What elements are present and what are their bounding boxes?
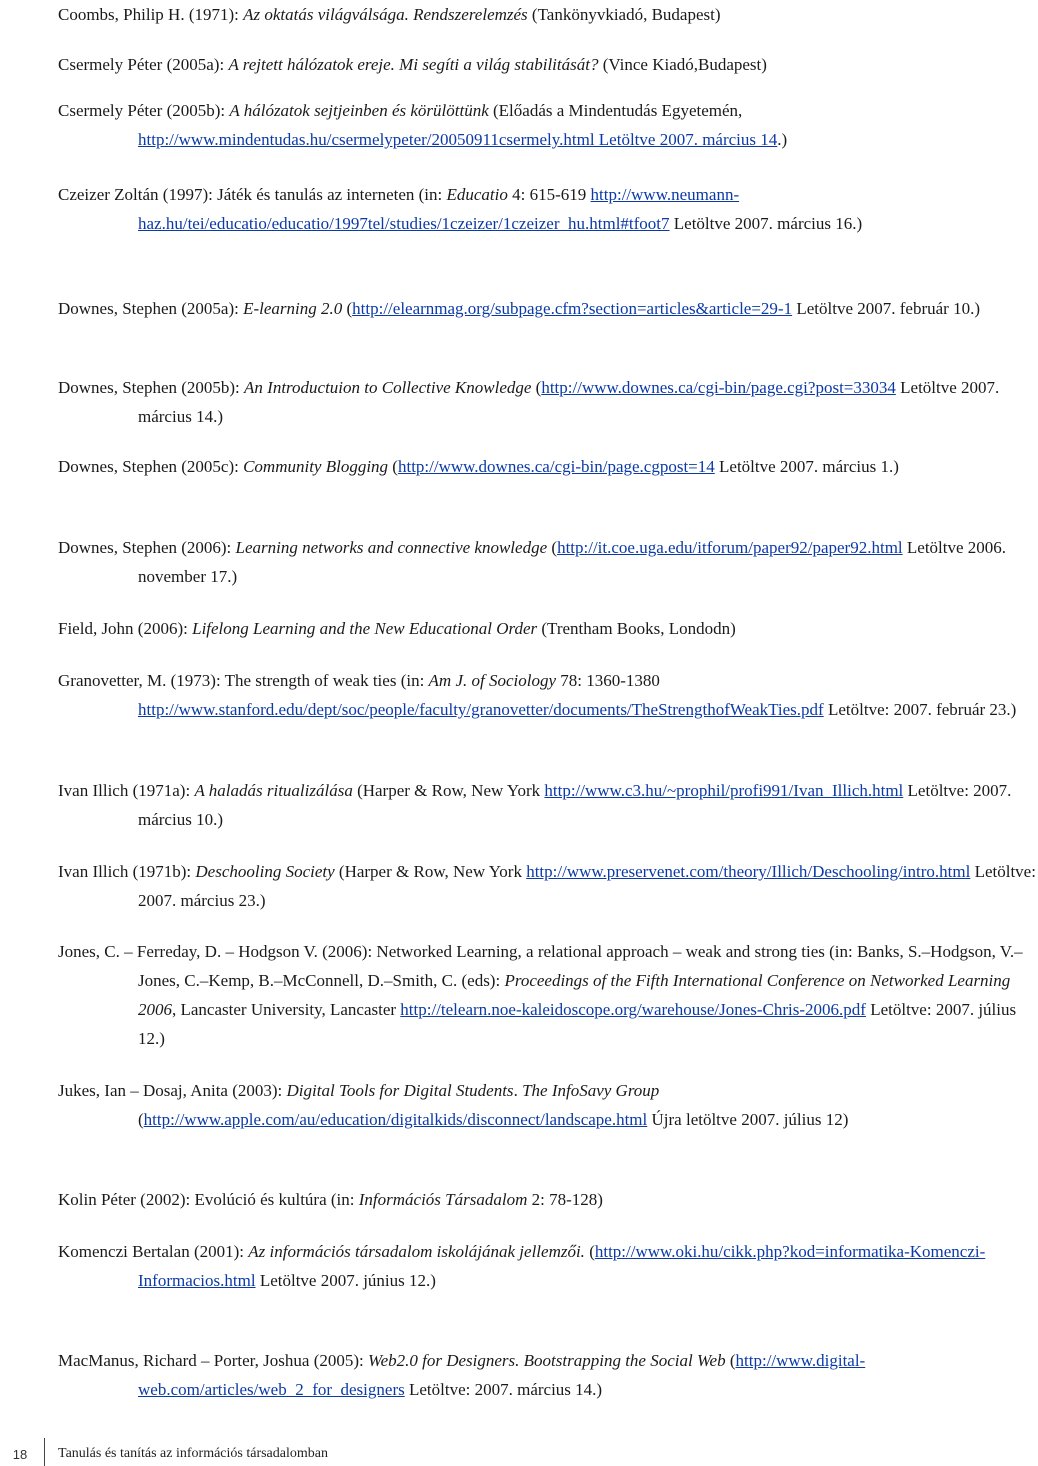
reference-text: 4: 615-619 [507,185,591,204]
reference-text: Field, John (2006): [58,619,193,638]
reference-link[interactable]: http://www.preservenet.com/theory/Illich/Deschooling/intro.html [526,862,971,881]
reference-text: Downes, Stephen (2005c): [58,457,244,476]
reference-text: (Harper & Row, New York [334,862,527,881]
reference-text: MacManus, Richard – Porter, Joshua (2005): [58,1351,368,1370]
reference-text: Újra letöltve 2007. július 12) [647,1110,849,1129]
reference-text: 2: 78-128) [527,1190,603,1209]
reference-entry [58,50,1038,79]
reference-entry [58,373,1038,431]
reference-text: , Lancaster University, Lancaster [172,1000,401,1019]
reference-text: Downes, Stephen (2005b): [58,378,245,397]
reference-entry [58,857,1038,915]
reference-text: ( [138,1110,144,1129]
reference-text: Csermely Péter (2005a): [58,55,229,74]
reference-text: ( [531,378,542,397]
reference-entry [58,666,1038,724]
reference-title: Community Blogging [243,457,389,476]
reference-entry [58,937,1038,1053]
reference-title: Az oktatás világválsága. Rendszerelemzés [243,5,528,24]
reference-text: Downes, Stephen (2006): [58,538,236,557]
reference-entry [58,180,1038,238]
reference-text: Letöltve 2007. február 10.) [792,299,980,318]
reference-title: Információs Társadalom [358,1190,528,1209]
reference-text: 78: 1360-1380 [556,671,660,690]
reference-text: (Trentham Books, Londodn) [537,619,736,638]
reference-title: Az információs társadalom iskolájának jellemzői. [248,1242,585,1261]
reference-text: (Előadás a Mindentudás Egyetemén, [488,101,743,120]
reference-entry [58,614,1038,643]
reference-text: Letöltve 2007. március 1.) [714,457,899,476]
reference-text: Jukes, Ian – Dosaj, Anita (2003): [58,1081,287,1100]
reference-title: E-learning 2.0 [243,299,343,318]
reference-entry [58,96,1038,154]
reference-text: ( [547,538,558,557]
reference-entry [58,1076,1038,1134]
reference-link[interactable]: http://www.mindentudas.hu/csermelypeter/20050911csermely.html Letöltve 2007. március 14 [138,130,778,149]
reference-link[interactable]: http://www.stanford.edu/dept/soc/people/faculty/granovetter/documents/TheStrengthofWeakTies.pdf [138,700,824,719]
reference-text: Letöltve 2007. június 12.) [255,1271,436,1290]
reference-text: Letöltve 2006. november 17.) [138,538,1007,586]
reference-title: Deschooling Society [195,862,335,881]
reference-link[interactable]: http://www.digital-web.com/articles/web_2_for_designers [138,1351,866,1399]
reference-link[interactable]: http://it.coe.uga.edu/itforum/paper92/paper92.html [557,538,903,557]
reference-text: Jones, C. – Ferreday, D. – Hodgson V. (2006): Networked Learning, a relational approach – weak and strong ties (in: Banks, S.–Hodgson, V.–Jones, C.–Kemp, B.–McConnell, D.–Smith, C. (eds): [58,942,1023,990]
reference-title: Digital Tools for Digital Students [286,1081,514,1100]
reference-title: An Introductuion to Collective Knowledge [244,378,532,397]
reference-text: Ivan Illich (1971a): [58,781,195,800]
reference-link[interactable]: http://www.neumann-haz.hu/tei/educatio/educatio/1997tel/studies/1czeizer/1czeizer_hu.html#tfoot7 [138,185,740,233]
reference-title: A rejtett hálózatok ereje. Mi segíti a világ stabilitását? [228,55,599,74]
reference-text: Ivan Illich (1971b): [58,862,196,881]
reference-text: (Tankönyvkiadó, Budapest) [527,5,721,24]
reference-text: ( [388,457,398,476]
reference-title: Am J. of Sociology [428,671,557,690]
reference-title: The InfoSavy Group [522,1081,660,1100]
reference-text: . [513,1081,523,1100]
reference-link[interactable]: http://www.downes.ca/cgi-bin/page.cgi?post=33034 [541,378,896,397]
reference-link[interactable]: http://www.apple.com/au/education/digitalkids/disconnect/landscape.html [143,1110,648,1129]
reference-text: Granovetter, M. (1973): The strength of weak ties (in: [58,671,429,690]
reference-text: Letöltve: 2007. július 12.) [138,1000,1017,1048]
reference-title: Lifelong Learning and the New Educational Order [192,619,538,638]
reference-entry [58,1185,1038,1214]
page-number: 18 [12,1447,28,1462]
reference-text: ( [725,1351,736,1370]
reference-title: A hálózatok sejtjeinben és körülöttünk [229,101,489,120]
reference-entry [58,1346,1038,1404]
reference-text: .) [777,130,788,149]
reference-text: Letöltve: 2007. március 10.) [138,781,1012,829]
reference-title: Web2.0 for Designers. Bootstrapping the Social Web [367,1351,726,1370]
reference-text: Kolin Péter (2002): Evolúció és kultúra (in: [58,1190,359,1209]
reference-text: (Vince Kiadó,Budapest) [598,55,767,74]
reference-text: Komenczi Bertalan (2001): [58,1242,249,1261]
reference-text: Downes, Stephen (2005a): [58,299,244,318]
reference-entry [58,776,1038,834]
reference-link[interactable]: http://elearnmag.org/subpage.cfm?section=articles&article=29-1 [352,299,793,318]
reference-link[interactable]: http://telearn.noe-kaleidoscope.org/warehouse/Jones-Chris-2006.pdf [400,1000,866,1019]
reference-link[interactable]: http://www.c3.hu/~prophil/profi991/Ivan_Illich.html [544,781,904,800]
reference-text: Csermely Péter (2005b): [58,101,230,120]
reference-text: ( [584,1242,595,1261]
reference-text: Letöltve: 2007. március 14.) [404,1380,603,1399]
reference-title: Educatio [446,185,508,204]
reference-text: Czeizer Zoltán (1997): Játék és tanulás az interneten (in: [58,185,447,204]
footer-divider [44,1438,45,1466]
reference-title: A haladás ritualizálása [194,781,353,800]
reference-entry [58,533,1038,591]
reference-link[interactable]: http://www.oki.hu/cikk.php?kod=informatika-Komenczi-Informacios.html [138,1242,986,1290]
reference-text: Letöltve 2007. március 16.) [669,214,863,233]
reference-text: Letöltve 2007. március 14.) [138,378,1000,426]
reference-text: ( [342,299,353,318]
reference-text: Letöltve: 2007. március 23.) [138,862,1036,910]
reference-title: Learning networks and connective knowledge [235,538,548,557]
running-footer-title: Tanulás és tanítás az információs társadalomban [58,1446,328,1461]
reference-entry [58,0,1038,29]
reference-text: (Harper & Row, New York [352,781,545,800]
reference-entry [58,452,1038,481]
reference-text: Letöltve: 2007. február 23.) [823,700,1017,719]
reference-text: Coombs, Philip H. (1971): [58,5,244,24]
reference-link[interactable]: http://www.downes.ca/cgi-bin/page.cgpost=14 [397,457,715,476]
reference-entry [58,294,1038,323]
reference-entry [58,1237,1038,1295]
reference-title: Proceedings of the Fifth International Conference on Networked Learning 2006 [138,971,1011,1019]
